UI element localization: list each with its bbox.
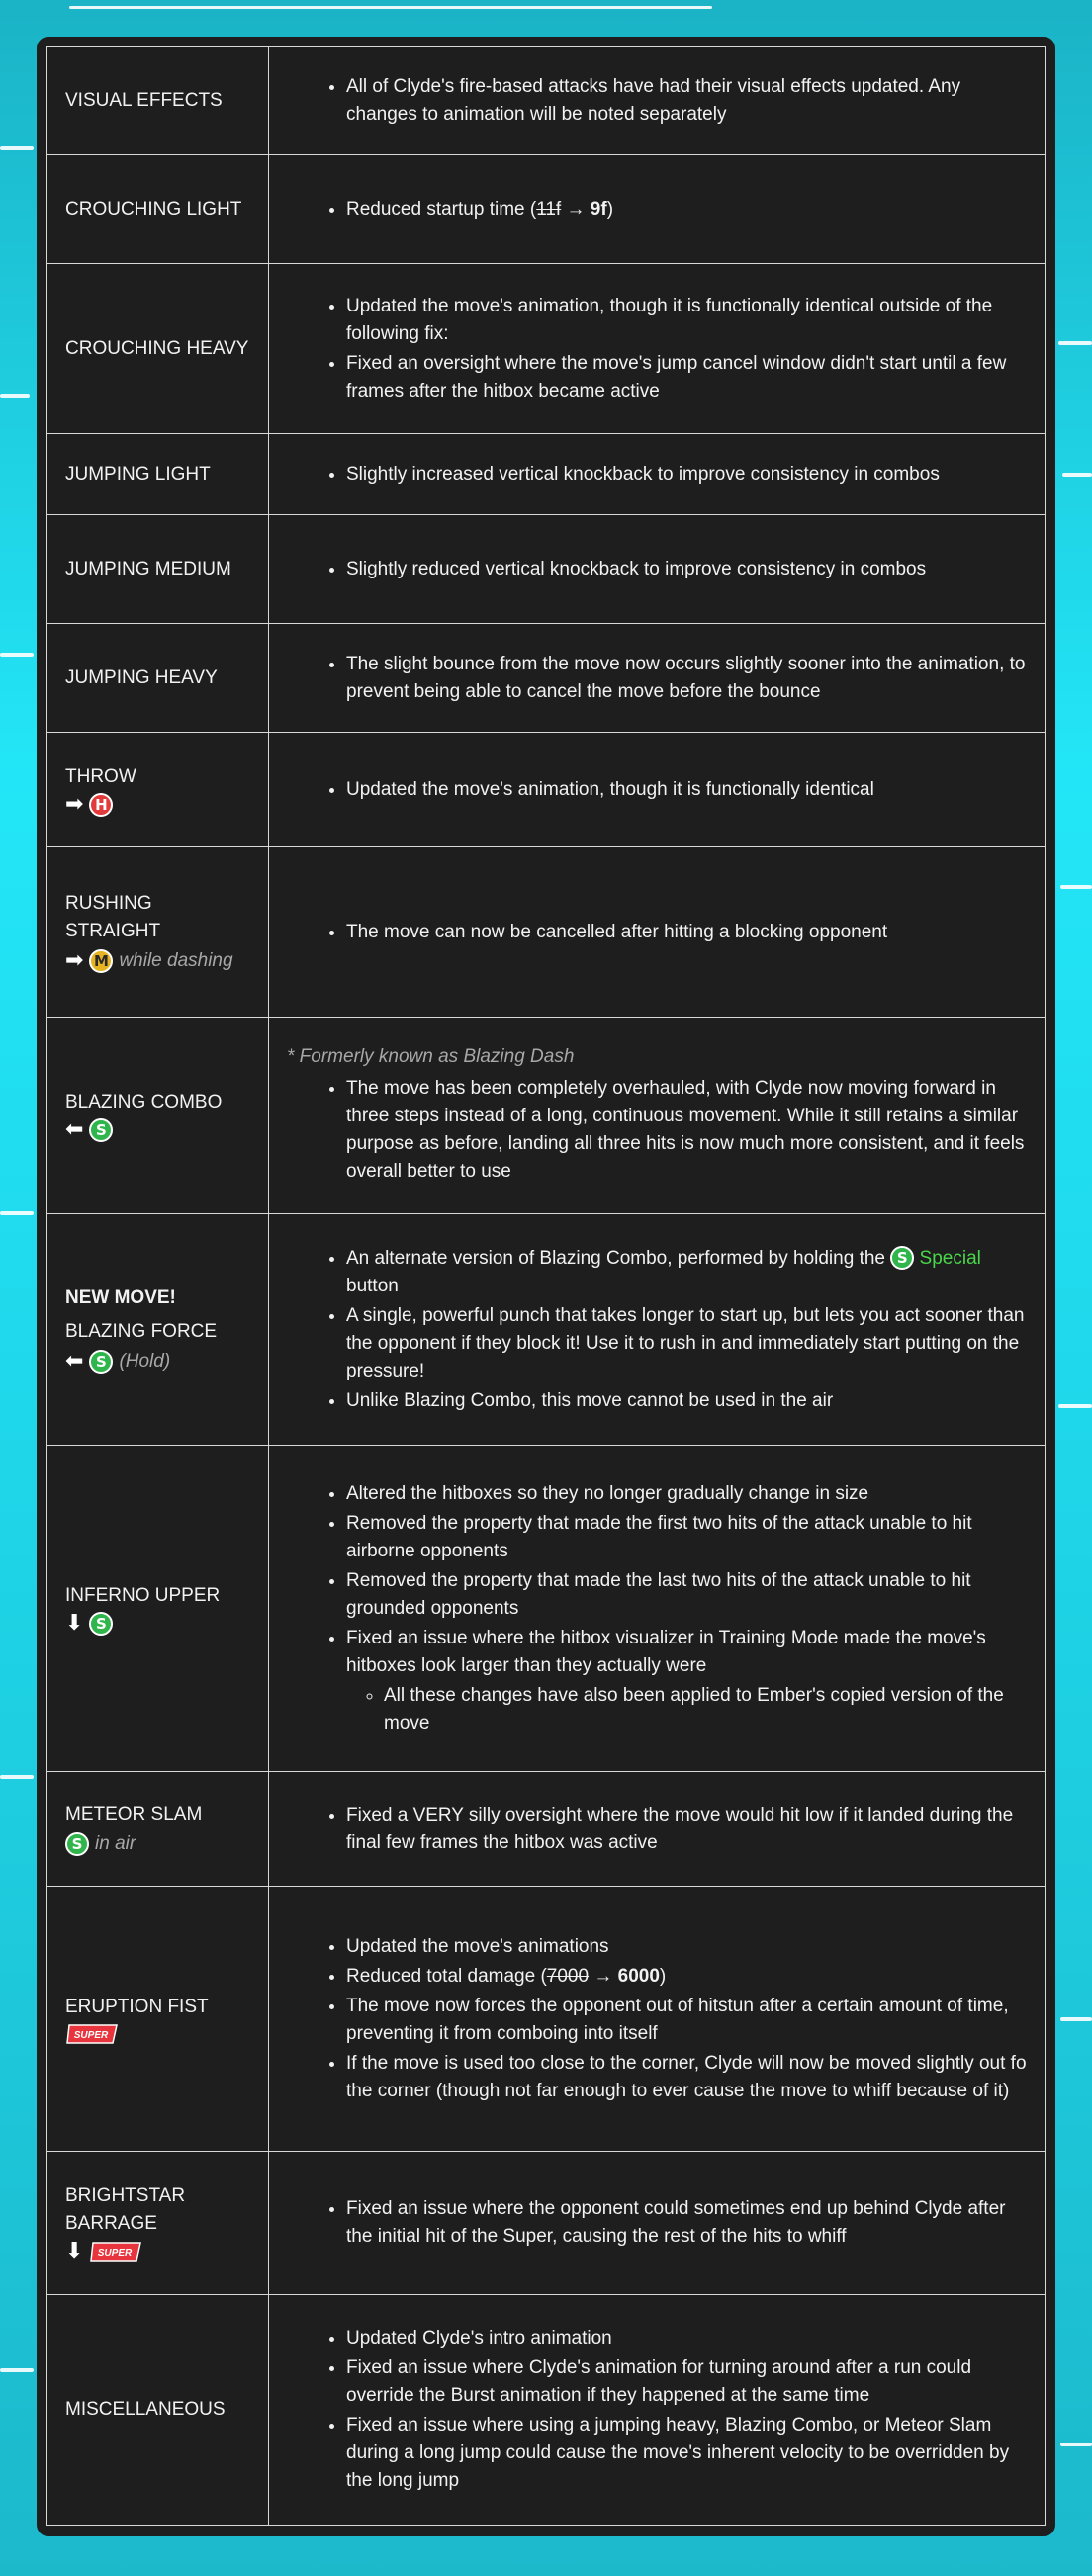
change-item: • All of Clyde's fire-based attacks have had their visual effects updated. Any changes to animation will be noted separately [346,73,1027,129]
change-list [287,1802,1027,1857]
move-name: BRIGHTSTAR BARRAGE [65,2185,186,2234]
table-row [47,1446,1046,1772]
move-name-cell [47,1887,269,2152]
change-text: Fixed an issue where the hitbox visualizer in Training Mode made the move's hitboxes look larger than they actually were [346,1627,986,1676]
change-item: • Fixed an issue where the opponent could sometimes end up behind Clyde after the initial hit of the Super, causing the rest of the hits to whiff [346,2195,1027,2251]
move-name: MISCELLANEOUS [65,2399,226,2420]
change-list [287,651,1027,706]
move-name: JUMPING LIGHT [65,463,211,485]
new-value: 6000 [617,1965,660,1987]
change-list [287,1933,1027,2105]
move-name-cell [47,155,269,264]
change-list [287,73,1027,129]
change-item: • Altered the hitboxes so they no longer gradually change in size [346,1480,1027,1508]
right-arrow-icon: ➡ [65,791,84,817]
change-text-suffix: ) [659,1965,667,1987]
background-streak [0,653,34,657]
change-item: • Fixed an issue where Clyde's animation for turning around after a run could override the Burst animation if they happened at the same time [346,2354,1027,2410]
move-name: BLAZING COMBO [65,1092,223,1112]
change-item [346,1625,1027,1737]
change-cell [269,624,1046,733]
change-list [287,196,1027,223]
special-button-icon: S [89,1118,113,1142]
change-text: Reduced total damage ( [346,1965,547,1987]
change-item [346,1245,1027,1300]
change-item: • A single, powerful punch that takes longer to start up, but lets you act sooner than the opponent if they block it! Use it to rush in and immediately start putting on the pressure! [346,1302,1027,1385]
change-item: • Unlike Blazing Combo, this move cannot be used in the air [346,1387,1027,1415]
table-row [47,264,1046,434]
background-streak [1062,473,1092,477]
table-row [47,47,1046,155]
table-row [47,1772,1046,1887]
change-item: • Removed the property that made the first two hits of the attack unable to hit airborne opponents [346,1510,1027,1565]
patch-notes-panel [37,37,1055,2536]
old-value: 11f [536,198,562,220]
change-list [287,776,1027,804]
input-tag: (Hold) [119,1350,171,1372]
move-input [65,1612,250,1636]
table-row [47,1214,1046,1446]
old-value: 7000 [546,1965,590,1987]
change-list [287,2325,1027,2495]
move-name-cell [47,1772,269,1887]
move-name-cell [47,2295,269,2526]
move-name: CROUCHING HEAVY [65,337,249,359]
move-name-cell [47,847,269,1018]
change-list [287,1245,1027,1415]
input-tag: while dashing [119,949,233,971]
table-row [47,2152,1046,2295]
super-icon [65,2023,119,2045]
table-row [47,1018,1046,1214]
new-value: 9f [590,198,607,220]
change-cell [269,1887,1046,2152]
change-arrow: → [566,198,586,220]
table-row [47,624,1046,733]
background-streak [1058,341,1092,345]
move-name-cell [47,1446,269,1772]
change-item: • Fixed an issue where using a jumping heavy, Blazing Combo, or Meteor Slam during a long jump could cause the move's inherent velocity to be overridden by the long jump [346,2412,1027,2495]
new-move-label: NEW MOVE! [65,1287,176,1308]
change-item: • Fixed a VERY silly oversight where the move would hit low if it landed during the final few frames the hitbox was active [346,1802,1027,1857]
change-list [287,556,1027,583]
change-item: • Updated the move's animations [346,1933,1027,1961]
background-streak [0,2368,34,2372]
table-row [47,847,1046,1018]
background-streak [1060,2443,1092,2446]
change-cell [269,264,1046,434]
input-tag: in air [95,1832,136,1854]
table-row [47,733,1046,847]
move-name-cell [47,2152,269,2295]
move-name: METEOR SLAM [65,1803,203,1824]
change-cell [269,2295,1046,2526]
special-label: Special [919,1247,981,1269]
move-name-cell [47,1214,269,1446]
change-item: • The slight bounce from the move now occurs slightly sooner into the animation, to prevent being able to cancel the move before the bounce [346,651,1027,706]
move-name: CROUCHING LIGHT [65,198,242,220]
move-name-cell [47,264,269,434]
background-streak [1060,2017,1092,2021]
move-name: JUMPING HEAVY [65,666,218,688]
change-item: • Updated the move's animation, though it is functionally identical outside of the following fix: [346,293,1027,348]
move-name: JUMPING MEDIUM [65,558,231,579]
table-row [47,515,1046,624]
change-list [287,2195,1027,2251]
change-item [346,1963,1027,1991]
move-name: RUSHING STRAIGHT [65,892,161,941]
change-item: • The move has been completely overhauled, with Clyde now moving forward in three steps instead of a long, continuous movement. While it still retains a similar purpose as before, landing all three hits is now much more consistent, and it feels overall better to use [346,1075,1027,1186]
super-icon [89,2241,142,2263]
change-cell [269,515,1046,624]
special-button-icon: S [890,1246,914,1270]
change-item [346,196,1027,223]
change-list [287,919,1027,946]
change-list [287,461,1027,489]
move-name-cell [47,434,269,515]
change-cell [269,434,1046,515]
move-input [65,1118,250,1142]
super-label: SUPER [73,2029,109,2041]
change-list [287,1480,1027,1737]
right-arrow-icon: ➡ [65,947,84,973]
move-name-cell [47,515,269,624]
change-item: • If the move is used too close to the corner, Clyde will now be moved slightly out fo the corner (though not far enough to ever cause the move to whiff because of it) [346,2050,1027,2105]
change-list [287,293,1027,405]
move-input [65,947,250,975]
table-row [47,1887,1046,2152]
sub-change-list [346,1682,1027,1737]
table-row [47,2295,1046,2526]
change-text-suffix: button [346,1275,399,1296]
special-button-icon: S [89,1350,113,1374]
medium-button-icon: M [89,949,113,973]
change-item: • Updated Clyde's intro animation [346,2325,1027,2353]
change-item: • Slightly reduced vertical knockback to improve consistency in combos [346,556,1027,583]
move-input [65,2240,250,2264]
down-arrow-icon: ⬇ [65,2239,84,2264]
move-input [65,1830,250,1858]
change-cell [269,2152,1046,2295]
sub-change-item: ◦ All these changes have also been applied to Ember's copied version of the move [384,1682,1027,1737]
special-button-icon: S [65,1832,89,1856]
move-name-cell [47,733,269,847]
move-input [65,1348,250,1376]
change-cell [269,47,1046,155]
move-input [65,2023,250,2045]
change-cell [269,733,1046,847]
patch-notes-table [46,46,1046,2526]
move-name-cell [47,1018,269,1214]
background-streak [0,1211,34,1215]
change-item: • The move can now be cancelled after hitting a blocking opponent [346,919,1027,946]
change-cell [269,847,1046,1018]
move-input [65,793,250,817]
table-row [47,434,1046,515]
background-streak [69,6,712,9]
table-row [47,155,1046,264]
super-label: SUPER [98,2248,133,2259]
heavy-button-icon: H [89,793,113,817]
change-cell [269,155,1046,264]
background-streak [1060,885,1092,889]
background-streak [0,394,30,398]
move-name: VISUAL EFFECTS [65,90,223,111]
change-item: • The move now forces the opponent out of hitstun after a certain amount of time, preventing it from comboing into itself [346,1993,1027,2048]
move-name: THROW [65,765,136,787]
background-streak [0,146,34,150]
move-name-cell [47,624,269,733]
left-arrow-icon: ⬅ [65,1348,84,1374]
change-text: Reduced startup time ( [346,198,537,220]
change-item: • Slightly increased vertical knockback to improve consistency in combos [346,461,1027,489]
change-item: • Fixed an oversight where the move's jump cancel window didn't start until a few frames after the hitbox became active [346,350,1027,405]
move-name-cell [47,47,269,155]
down-arrow-icon: ⬇ [65,1610,84,1636]
background-streak [1058,1404,1092,1408]
special-button-icon: S [89,1612,113,1636]
change-cell [269,1214,1046,1446]
change-text: An alternate version of Blazing Combo, performed by holding the [346,1247,885,1269]
change-list [287,1075,1027,1186]
move-name: INFERNO UPPER [65,1584,221,1606]
change-cell [269,1446,1046,1772]
change-text-suffix: ) [606,198,614,220]
change-cell [269,1772,1046,1887]
move-name: ERUPTION FIST [65,1996,209,2017]
left-arrow-icon: ⬅ [65,1117,84,1142]
change-item: • Updated the move's animation, though it is functionally identical [346,776,1027,804]
move-name: BLAZING FORCE [65,1320,218,1342]
change-item: • Removed the property that made the last two hits of the attack unable to hit grounded opponents [346,1567,1027,1623]
change-arrow: → [593,1965,613,1987]
change-cell [269,1018,1046,1214]
former-name-note: * Formerly known as Blazing Dash [287,1046,575,1067]
background-streak [0,1775,34,1779]
